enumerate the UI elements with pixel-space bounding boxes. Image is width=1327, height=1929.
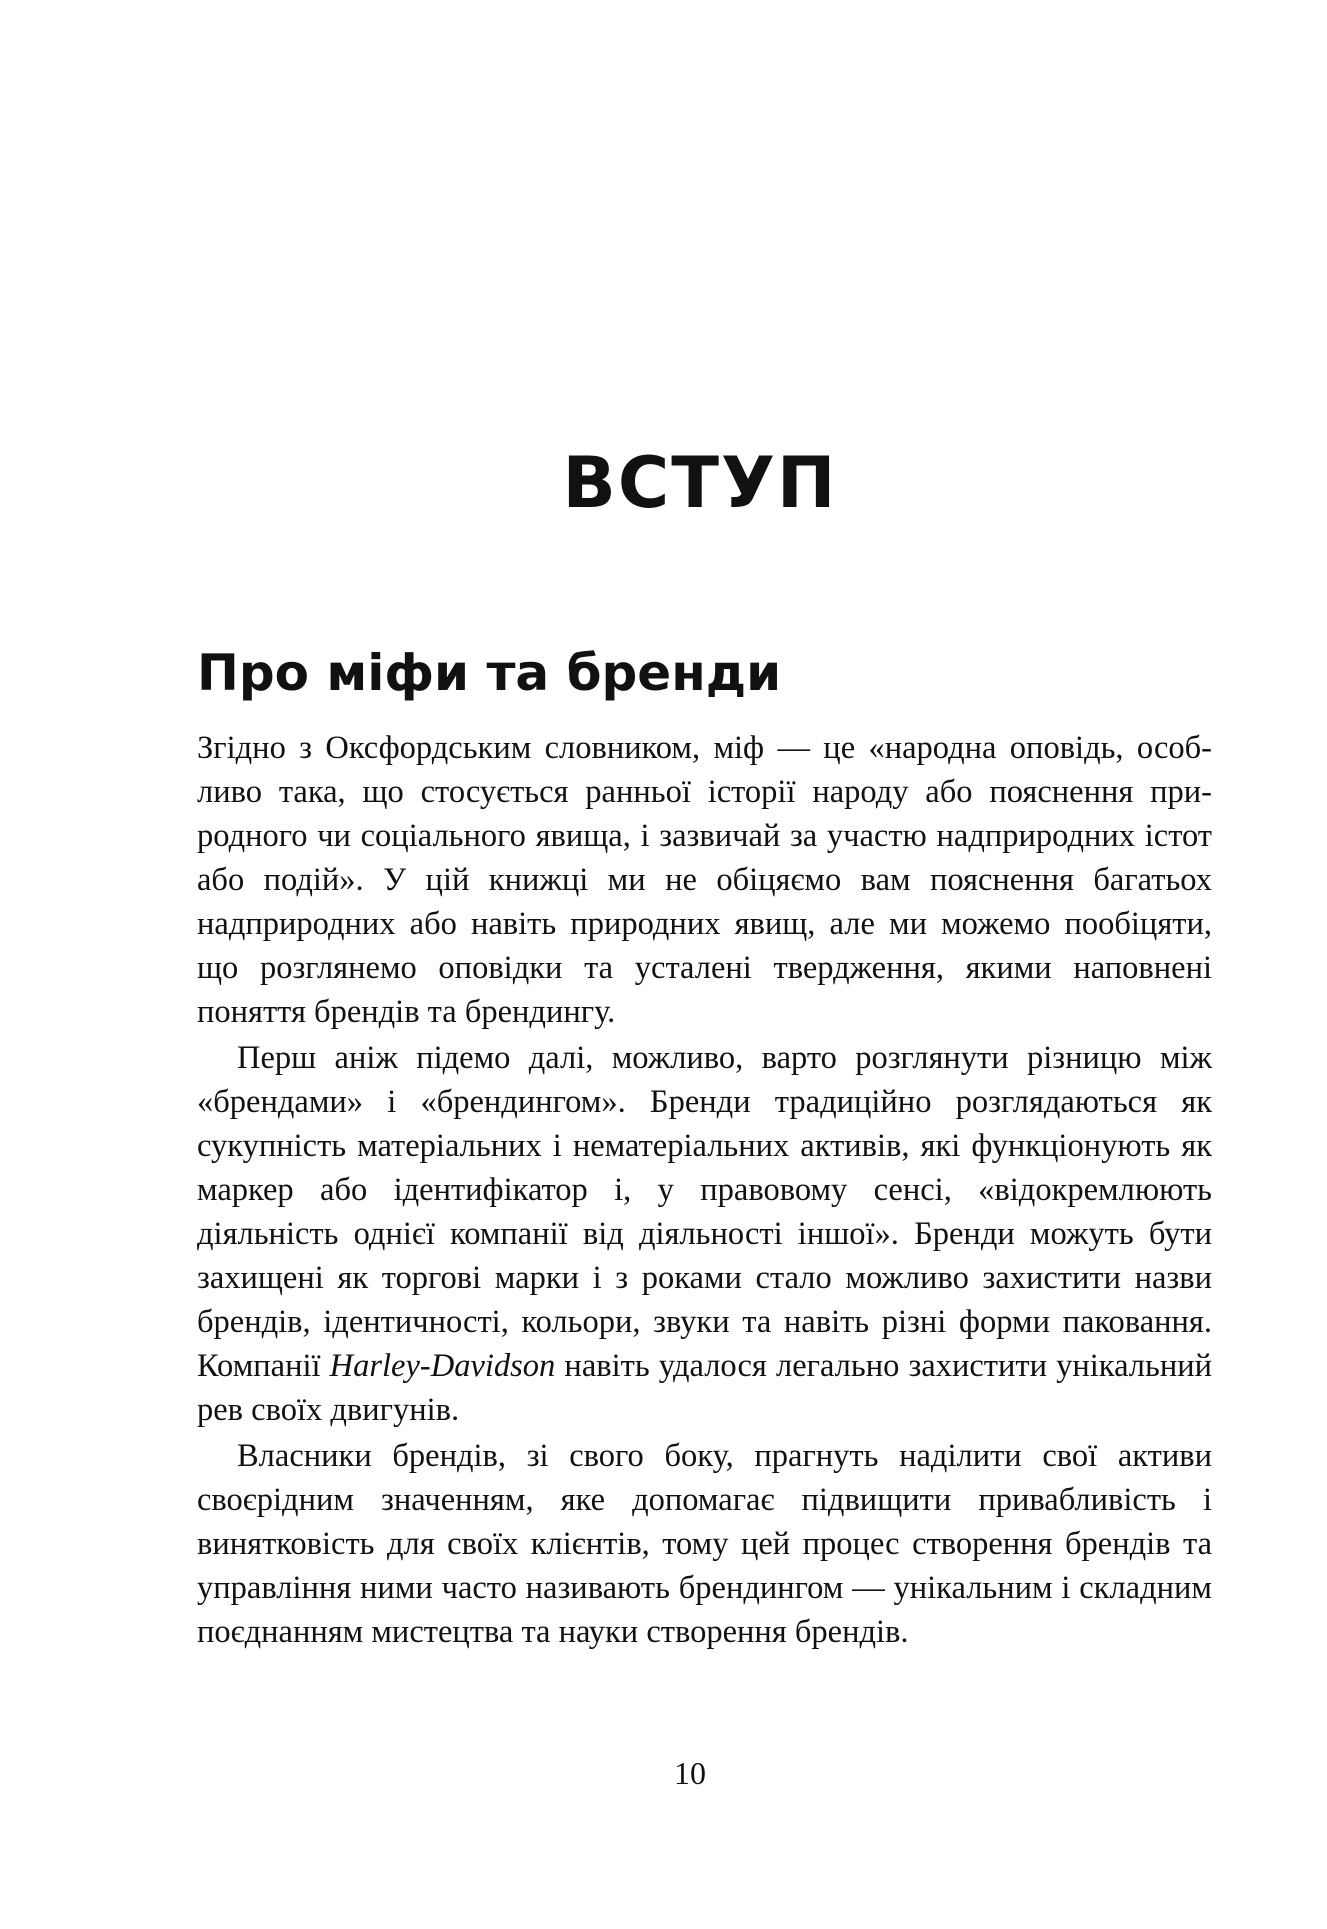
paragraph-1: Згідно з Оксфордським словником, міф — це «народна оповідь, особливо така, що стосується ранньої історії народу або пояснення природного чи соціального явища, і зазвичай за участю надприродних істот або подій». У цій книжці ми не обіцяємо вам пояснення багатьох надприродних або навіть природних явищ, але ми можемо пообіцяти, що розглянемо оповідки та усталені твердження, якими наповнені поняття брендів та брендингу. [197,730,1212,1030]
chapter-title: ВСТУП [562,442,838,524]
paragraph-3: Власники брендів, зі свого боку, прагнуть наділити свої активи своєрідним значенням, яке допомагає підвищити привабливість і винятковість для своїх клієнтів, тому цей процес створення брендів та управління ними часто називають брендингом — унікальним і складним поєднанням мистецтва та науки створення брендів. [197,1438,1212,1650]
body-text [197,726,1212,1654]
page-number: 10 [674,1755,706,1791]
paragraph-2 [197,1036,1212,1432]
paragraph-2-text-start: Перш аніж підемо далі, можливо, варто розглянути різницю між «брендами» і «брендингом». Бренди традиційно розглядаються як сукупність матеріальних і нематеріальних активів, які функціонують як маркер або ідентифікатор і, у правовому сенсі, «відокремлюють діяльність однієї компанії від діяльності іншої». Бренди можуть бути захищені як торгові марки і з роками стало можливо захистити назви брендів, ідентичності, кольори, звуки та навіть різні форми паковання. Компанії [197,1040,1212,1384]
brand-name-italic: Harley-Davidson [329,1348,556,1384]
section-title: Про міфи та бренди [197,644,782,702]
paragraph-2-text-end: навіть удалося легально захистити унікальний рев своїх двигунів. [197,1348,1213,1428]
